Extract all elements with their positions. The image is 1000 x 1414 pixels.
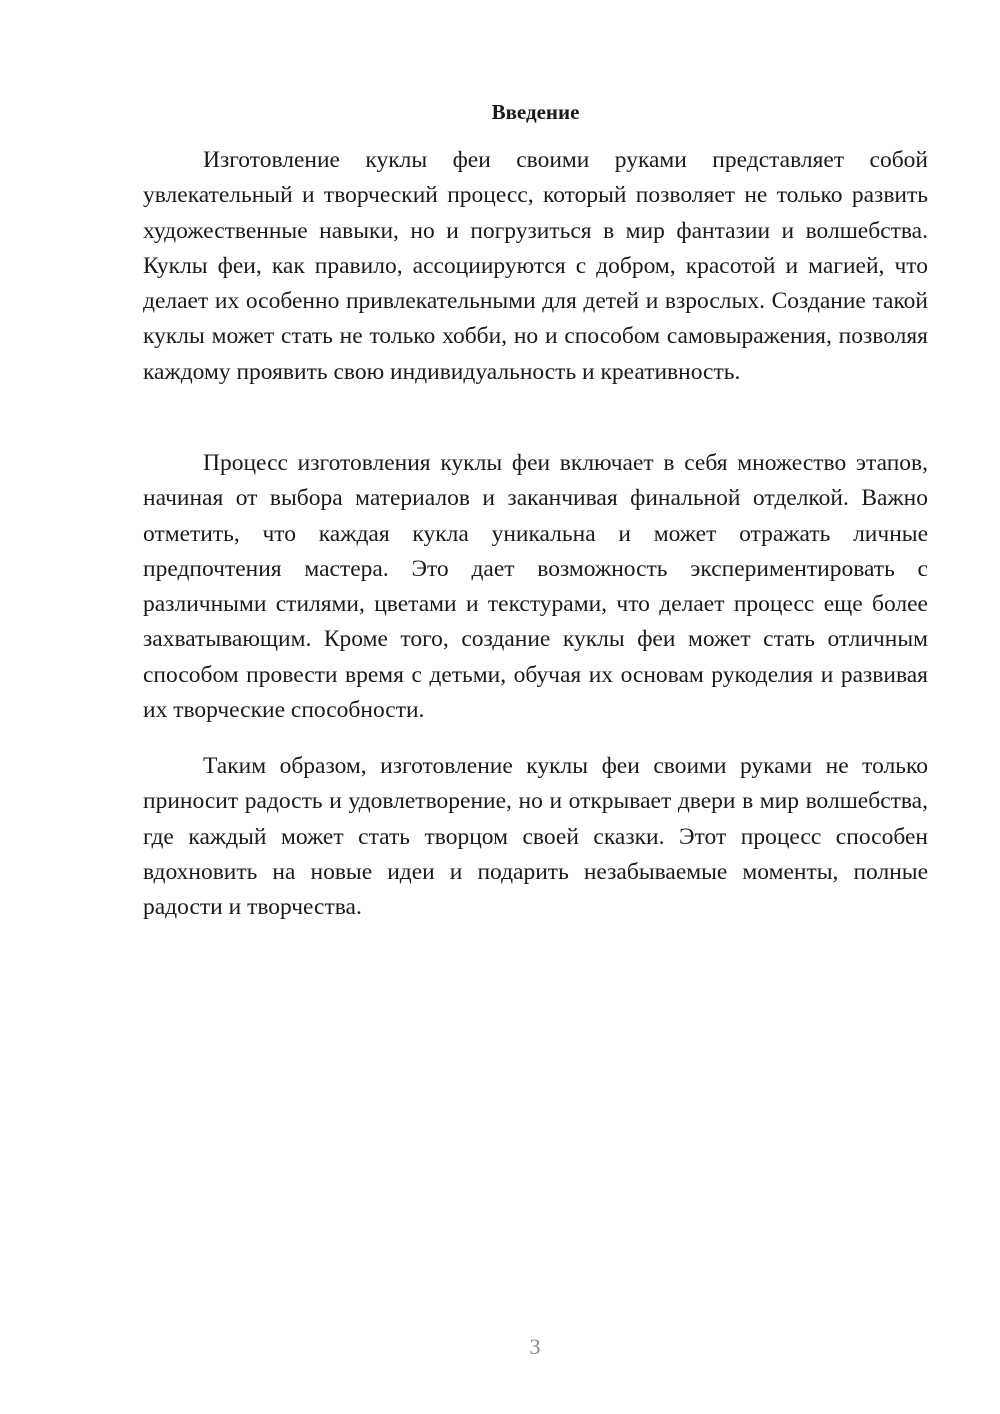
paragraph-1: Изготовление куклы феи своими руками представляет собой увлекательный и творческий процесс, который позволяет не только развить художественные навыки, но и погрузиться в мир фантазии и волшебства. Куклы феи, как правило, ассоциируются с добром, красотой и магией, что делает их особенно привлекательными для детей и взрослых. Создание такой куклы может стать не только хобби, но и способом самовыражения, позволяя каждому проявить свою индивидуальность и креативность. bbox=[143, 147, 928, 385]
section-heading: Введение bbox=[491, 100, 580, 124]
paragraph-2: Процесс изготовления куклы феи включает в себя множество этапов, начиная от выбора материалов и заканчивая финальной отделкой. Важно отметить, что каждая кукла уникальна и может отражать личные предпочтения мастера. Это дает возможность экспериментировать с различными стилями, цветами и текстурами, что делает процесс еще более захватывающим. Кроме того, создание куклы феи может стать отличным способом провести время с детьми, обучая их основам рукоделия и развивая их творческие способности. bbox=[143, 450, 928, 724]
page-number: 3 bbox=[529, 1334, 541, 1359]
paragraph-3: Таким образом, изготовление куклы феи своими руками не только приносит радость и удовлетворение, но и открывает двери в мир волшебства, где каждый может стать творцом своей сказки. Этот процесс способен вдохновить на новые идеи и подарить незабываемые моменты, полные радости и творчества. bbox=[143, 753, 928, 921]
